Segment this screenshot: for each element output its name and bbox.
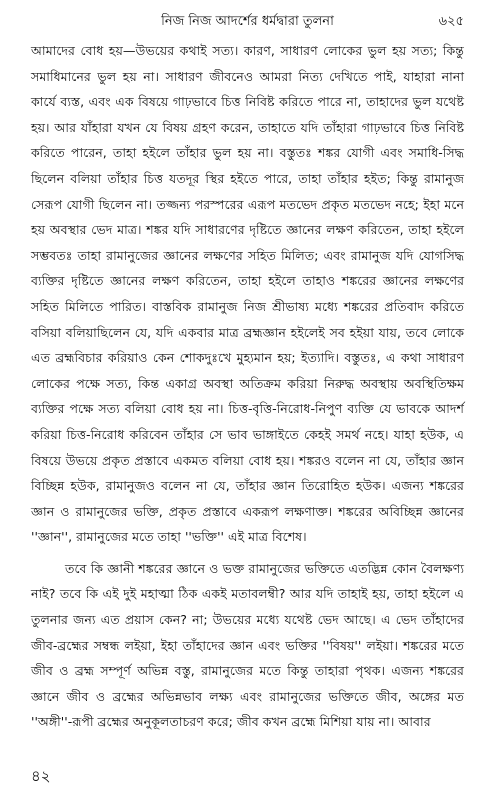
chapter-title: নিজ নিজ আদর্শের ধর্মদ্বারা তুলনা [161,14,334,29]
paragraph: তবে কি জ্ঞানী শঙ্করের জ্ঞানে ও ভক্ত রামানুজের ভক্তিতে এতদ্ভিন্ন কোন বৈলক্ষণ্য নাই? তবে কি এই দুই মহাত্মা ঠিক একই মতাবলম্বী? আর যদি তাহাই হয়, তাহা হইলে এ তুলনার জন্য এত প্রয়াস কেন? না; উভয়ের মধ্যে যথেষ্ট ভেদ আছে। এ ভেদ তাঁহাদের জীব-ব্রহ্মের সম্বন্ধ লইয়া, ইহা তাঁহাদের জ্ঞান এবং ভক্তির ''বিষয়'' লইয়া। শঙ্করের মতে জীব ও ব্রহ্ম সম্পূর্ণ অভিন্ন বস্তু, রামানুজের মতে কিন্তু তাহারা পৃথক। এজন্য শঙ্করের জ্ঞানে জীব ও ব্রহ্মের অভিন্নভাব লক্ষ্য এবং রামানুজের ভক্তিতে জীব, অঙ্গের মত ''অঙ্গী''-রূপী ব্রহ্মের অনুকূলতাচরণ করে; জীব কখন ব্রহ্মে মিশিয়া যায় না। আবার [31,560,464,730]
signature-mark: ৪২ [31,767,51,785]
page-body [31,38,464,735]
page-number: ৬২৫ [438,14,464,29]
running-header [31,10,464,32]
paragraph: আমাদের বোধ হয়—উভয়ের কথাই সত্য। কারণ, সাধারণ লোকের ভুল হয় সত্য; কিন্তু সমাধিমানের ভুল হয় না। সাধারণ জীবনেও আমরা নিত্য দেখিতে পাই, যাহারা নানা কার্যে ব্যস্ত, এবং এক বিষয়ে গাঢ়ভাবে চিত্ত নিবিষ্ট করিতে পারে না, তাহাদের ভুল যথেষ্ট হয়। আর যাঁহারা যখন যে বিষয় গ্রহণ করেন, তাহাতে যদি তাঁহারা গাঢ়ভাবে চিত্ত নিবিষ্ট করিতে পারেন, তাহা হইলে তাঁহার ভুল হয় না। বস্তুতঃ শঙ্কর যোগী এবং সমাধি-সিদ্ধ ছিলেন বলিয়া তাঁহার চিত্ত যতদূর স্থির হইতে পারে, তাহা তাঁহার হইত; কিন্তু রামানুজ সেরূপ যোগী ছিলেন না। তজ্জন্য পরস্পরের এরূপ মতভেদ প্রকৃত মতভেদ নহে; ইহা মনে হয় অবস্থার ভেদ মাত্র। শঙ্কর যদি সাধারণের দৃষ্টিতে জ্ঞানের লক্ষণ করিতেন, তাহা হইলে সম্ভবতঃ তাহা রামানুজের জ্ঞানের লক্ষণের সহিত মিলিত; এবং রামানুজ যদি যোগসিদ্ধ ব্যক্তির দৃষ্টিতে জ্ঞানের লক্ষণ করিতেন, তাহা হইলে তাহাও শঙ্করের জ্ঞানের লক্ষণের সহিত মিলিতে পারিত। বাস্তবিক রামানুজ নিজ শ্রীভাষ্য মধ্যে শঙ্করের প্রতিবাদ করিতে বসিয়া বলিয়াছিলেন যে, যদি একবার মাত্র ব্রহ্মজ্ঞান হইলেই সব হইয়া যায়, তবে লোকে এত ব্রহ্মবিচার করিয়াও কেন শোকদুঃখে মুহ্যমান হয়; ইত্যাদি। বস্তুতঃ, এ কথা সাধারণ লোকের পক্ষে সত্য, কিন্ত একাগ্র অবস্থা অতিক্রম করিয়া নিরুদ্ধ অবস্থায় অবস্থিতিক্ষম ব্যক্তির পক্ষে সত্য বলিয়া বোধ হয় না। চিত্ত-বৃত্তি-নিরোধ-নিপুণ ব্যক্তি যে ভাবকে আদর্শ করিয়া চিত্ত-নিরোধ করিবেন তাঁহার সে ভাব ভাঙ্গাইতে কেহই সমর্থ নহে। যাহা হউক, এ বিষয়ে উভয়ে প্রকৃত প্রস্তাবে একমত বলিয়া বোধ হয়। শঙ্করও বলেন না যে, তাঁহার জ্ঞান বিচ্ছিন্ন হউক, রামানুজও বলেন না যে, তাঁহার জ্ঞান তিরোহিত হউক। এজন্য শঙ্করের জ্ঞান ও রামানুজের ভক্তি, প্রকৃত প্রস্তাবে একরূপ লক্ষণাক্ত। শঙ্করের অবিচ্ছিন্ন জ্ঞানের ''জ্ঞান'', রামানুজের মতে তাহা ''ভক্তি'' এই মাত্র বিশেষ। [31,43,464,545]
